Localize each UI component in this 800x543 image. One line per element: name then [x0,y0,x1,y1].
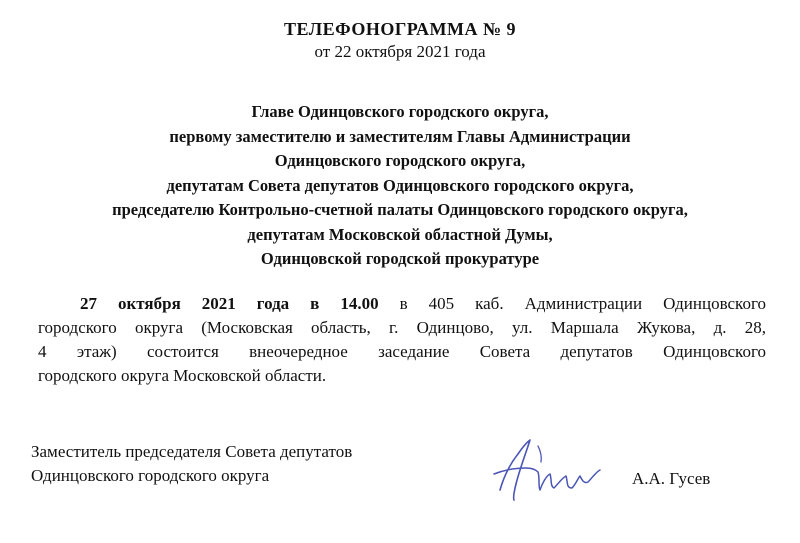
addressee-line: Главе Одинцовского городского округа, [251,102,549,121]
body-line: 4 этаж) состоится внеочередное заседание Совета депутатов Одинцовского [38,342,766,361]
signer-position-line: Одинцовского городского округа [31,466,270,485]
addressee-line: председателю Контрольно-счетной палаты Одинцовского городского округа, [112,200,688,219]
body-text: в 405 каб. Администрации Одинцовского [378,294,766,313]
signer-position-line: Заместитель председателя Совета депутатов [31,442,353,461]
addressee-line: Одинцовской городской прокуратуре [260,249,540,268]
notice-body [38,292,766,388]
body-line: городского округа Московской области. [38,366,327,385]
addressee-line: Одинцовского городского округа, [274,151,526,170]
addressee-line: депутатам Совета депутатов Одинцовского городского округа, [166,175,634,195]
addressee-line: первому заместителю и заместителям Главы Администрации [169,126,631,146]
body-line [38,292,766,316]
signer-position [31,440,352,488]
document-title: ТЕЛЕФОНОГРАММА № 9 [283,19,517,39]
handwritten-signature [480,428,620,508]
meeting-datetime: 27 октября 2021 года в 14.00 [80,294,379,313]
document-date: от 22 октября 2021 года [314,42,486,61]
addressee-list [0,100,800,272]
signer-name: А.А. Гусев [632,469,711,488]
body-line: городского округа (Московская область, г. Одинцово, ул. Маршала Жукова, д. 28, [38,318,766,337]
addressee-line: депутатам Московской областной Думы, [247,224,553,244]
